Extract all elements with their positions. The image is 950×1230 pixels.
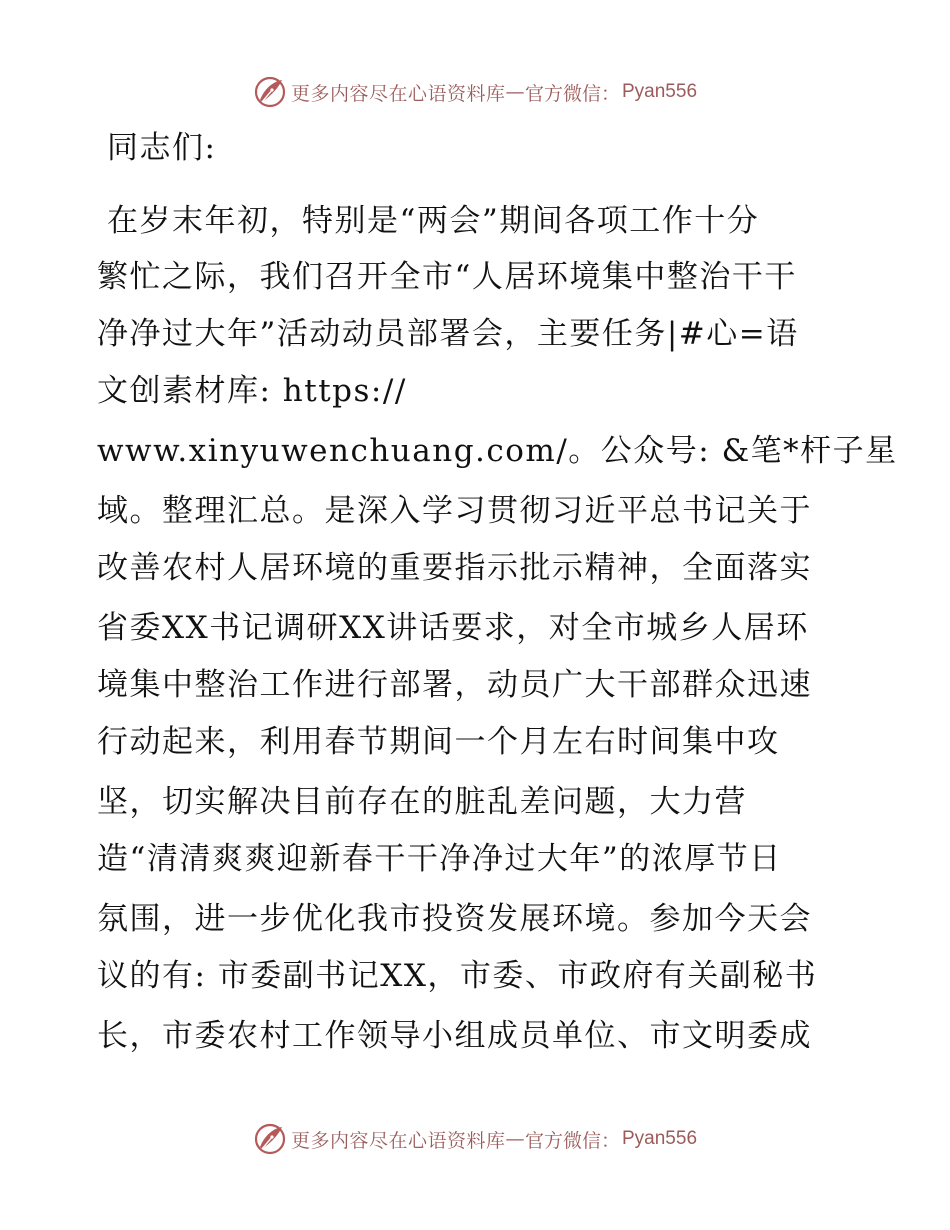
watermark-separator: — (505, 81, 525, 103)
watermark-wechat-label: 官方微信： (524, 82, 620, 105)
watermark-separator: — (505, 1128, 525, 1150)
watermark-wechat-label: 官方微信： (524, 1129, 620, 1152)
footer-watermark (0, 1119, 950, 1159)
pen-nib-logo-icon (253, 1122, 287, 1156)
paragraph-line: 省委XX书记调研XX讲话要求，对全市城乡人居环 (97, 610, 809, 646)
paragraph-line: 改善农村人居环境的重要指示批示精神，全面落实 (97, 550, 812, 586)
paragraph-line: 文创素材库: https:// (97, 373, 407, 409)
watermark-account: Pyan556 (622, 81, 698, 102)
paragraph-line: 造“清清爽爽迎新春干干净净过大年”的浓厚节日 (97, 841, 782, 877)
watermark-prefix: 更多内容尽在心语资料库 (290, 1129, 506, 1152)
paragraph-line: 在岁末年初，特别是“两会”期间各项工作十分 (107, 203, 760, 239)
header-watermark (0, 72, 950, 112)
paragraph-line: 境集中整治工作进行部署，动员广大干部群众迅速 (97, 667, 812, 703)
paragraph-line: www.xinyuwenchuang.com/。公众号: &笔*杆子星 (97, 433, 898, 469)
paragraph-line: 域。整理汇总。是深入学习贯彻习近平总书记关于 (97, 493, 812, 529)
paragraph-line: 坚，切实解决目前存在的脏乱差问题，大力营 (97, 784, 747, 820)
watermark-prefix: 更多内容尽在心语资料库 (290, 82, 506, 105)
paragraph-line: 长，市委农村工作领导小组成员单位、市文明委成 (97, 1018, 812, 1054)
paragraph-line: 净净过大年”活动动员部署会，主要任务|#心=语 (97, 316, 799, 352)
salutation: 同志们: (107, 130, 217, 166)
watermark-account: Pyan556 (622, 1128, 698, 1149)
paragraph-line: 繁忙之际，我们召开全市“人居环境集中整治干干 (97, 259, 797, 295)
paragraph-line: 行动起来，利用春节期间一个月左右时间集中攻 (97, 724, 780, 760)
paragraph-line: 议的有: 市委副书记XX，市委、市政府有关副秘书 (97, 958, 818, 994)
paragraph-line: 氛围，进一步优化我市投资发展环境。参加今天会 (97, 901, 812, 937)
pen-nib-logo-icon (253, 75, 287, 109)
